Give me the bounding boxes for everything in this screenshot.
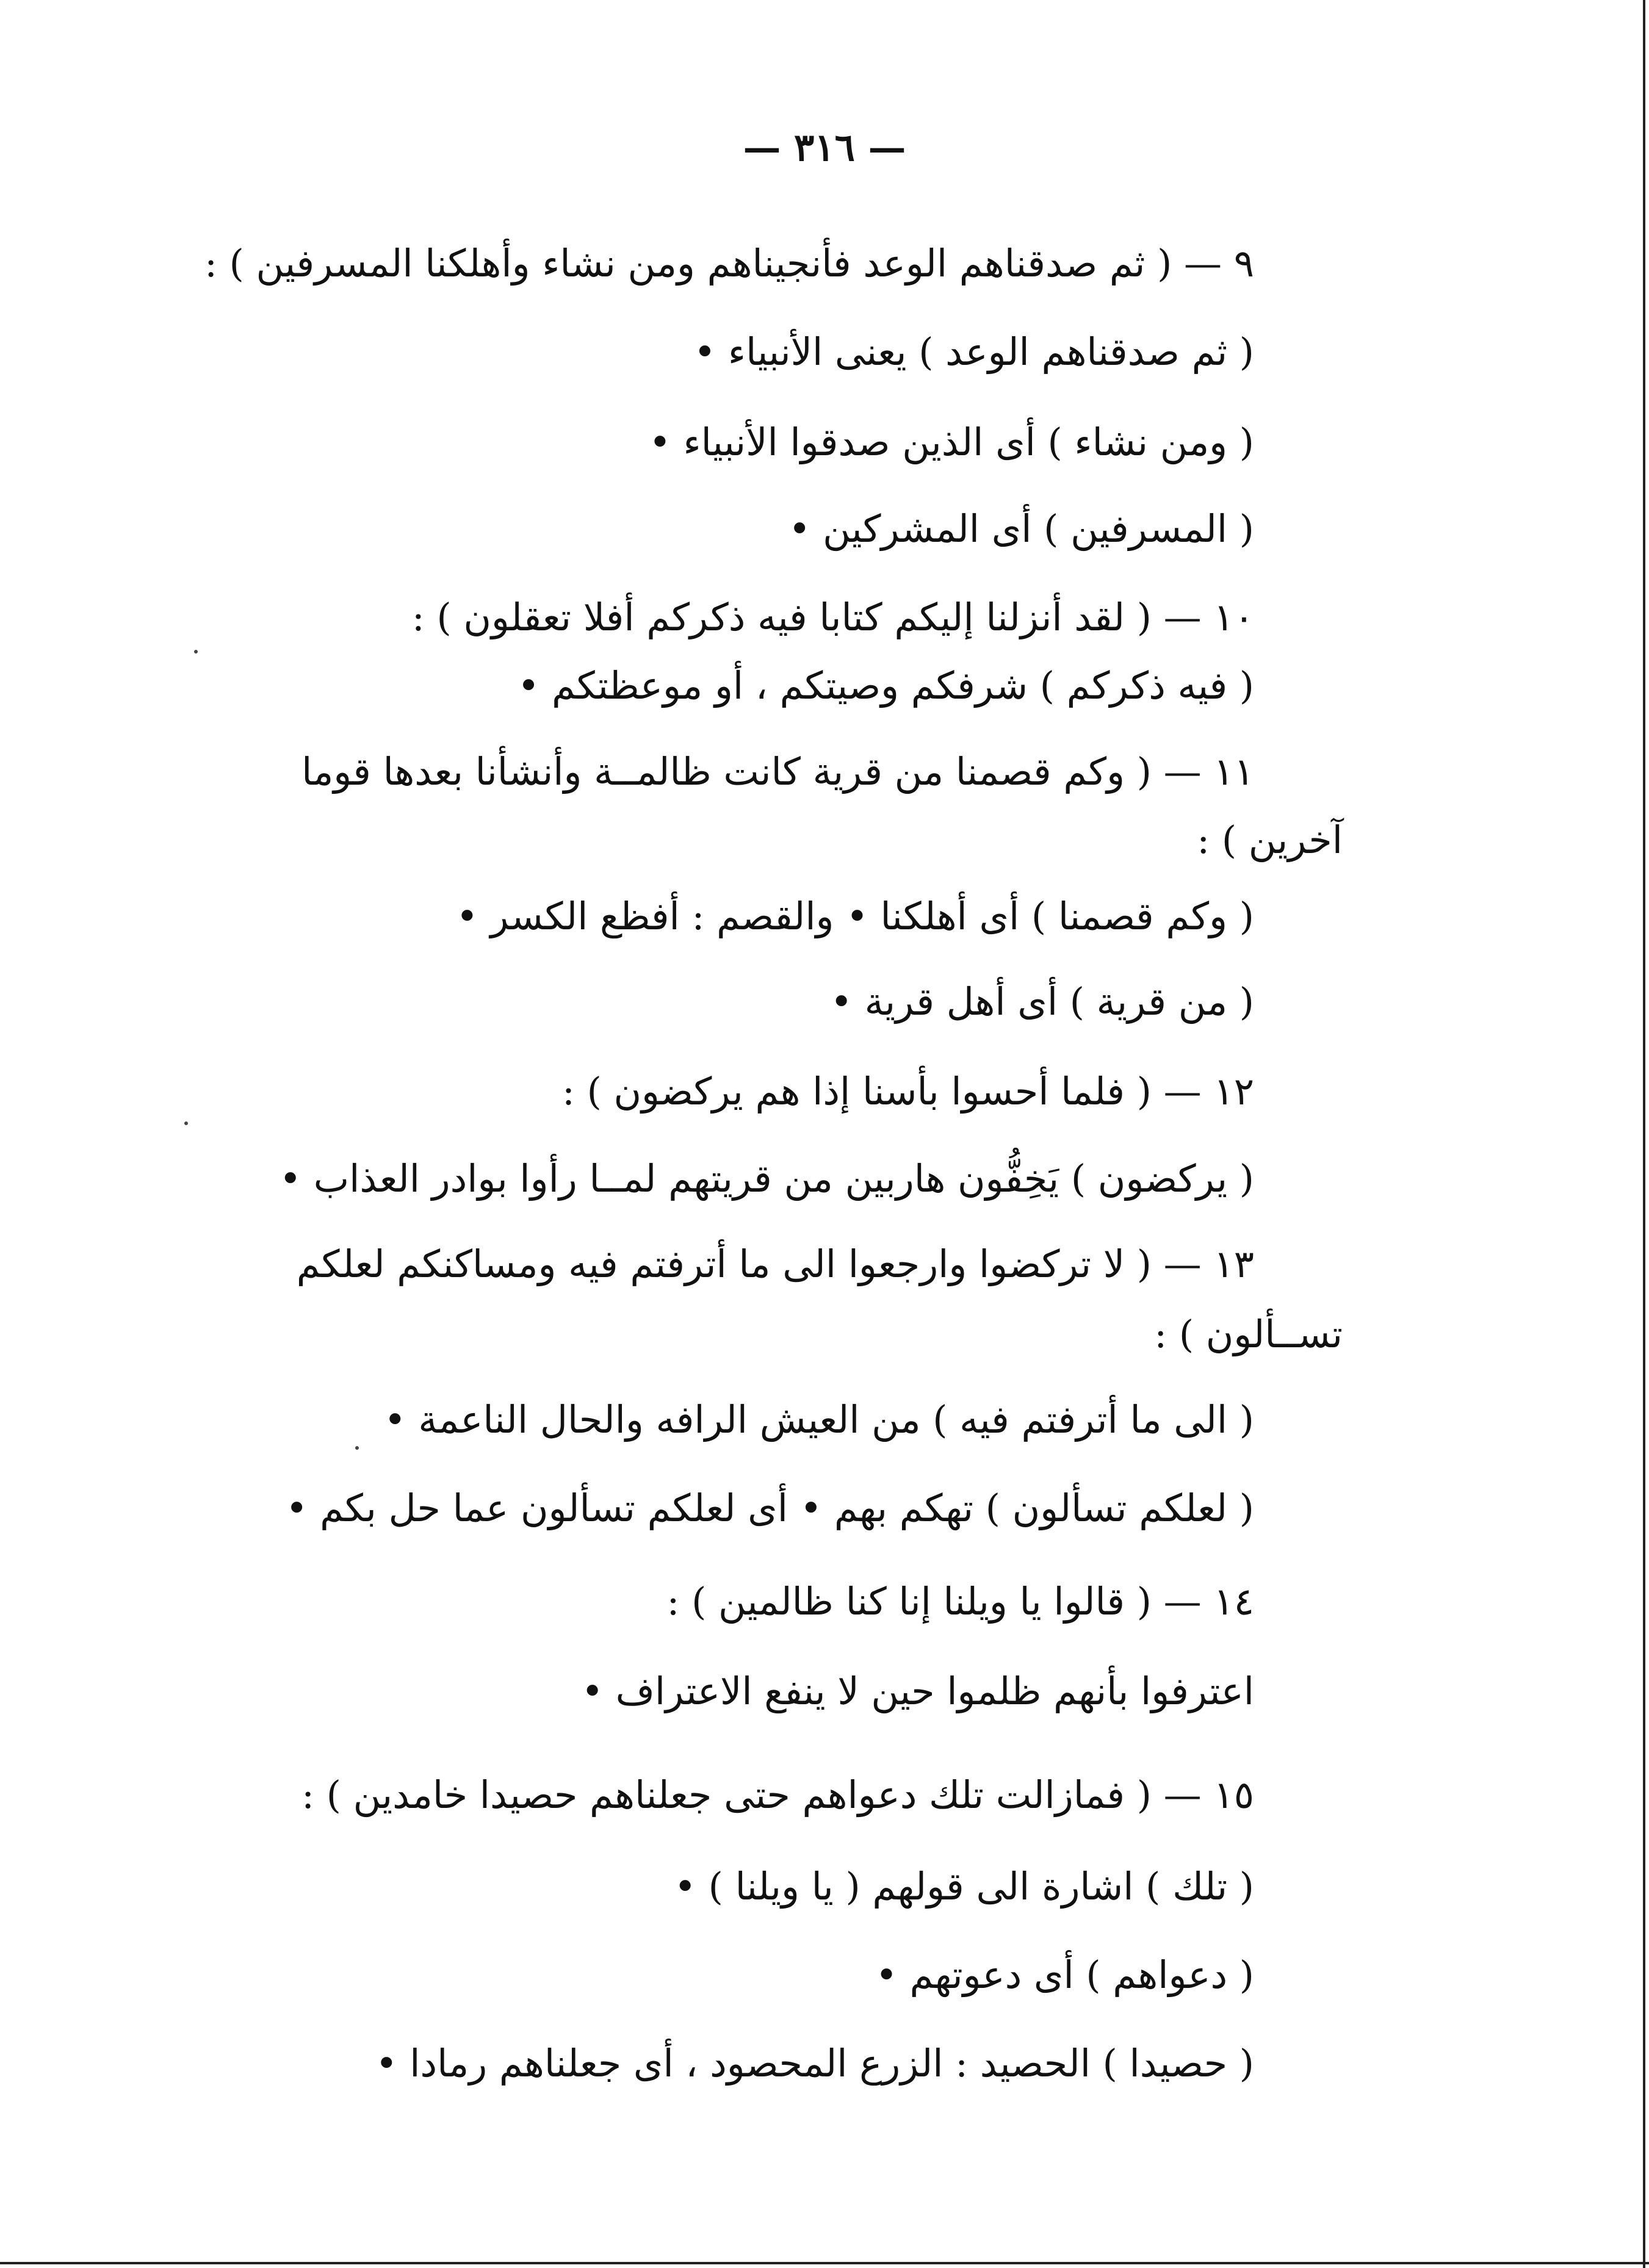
page-bottom-border: [0, 2262, 1649, 2264]
scan-speck: [194, 650, 198, 653]
verse-12: ١٢ — ( فلما أحسوا بأسنا إذا هم يركضون ) :: [562, 1069, 1254, 1114]
verse-11-continuation: آخرين ) :: [1197, 818, 1343, 862]
commentary-line: ( المسرفين ) أى المشركين •: [788, 506, 1254, 551]
verse-13: ١٣ — ( لا تركضوا وارجعوا الى ما أترفتم فيه ومساكنكم لعلكم: [296, 1242, 1254, 1286]
commentary-line: ( من قرية ) أى أهل قرية •: [830, 979, 1254, 1024]
commentary-line: ( لعلكم تسألون ) تهكم بهم • أى لعلكم تسألون عما حل بكم •: [285, 1486, 1254, 1530]
verse-11: ١١ — ( وكم قصمنا من قرية كانت ظالمــة وأنشأنا بعدها قوما: [301, 749, 1254, 794]
page-right-border: [1643, 0, 1645, 2268]
commentary-line: ( فيه ذكركم ) شرفكم وصيتكم ، أو موعظتكم •: [517, 663, 1254, 708]
verse-14: ١٤ — ( قالوا يا ويلنا إنا كنا ظالمين ) :: [666, 1579, 1254, 1624]
commentary-line: ( وكم قصمنا ) أى أهلكنا • والقصم : أفظع الكسر •: [456, 894, 1254, 938]
commentary-line: ( الى ما أترفتم فيه ) من العيش الرافه والحال الناعمة •: [384, 1397, 1254, 1442]
commentary-line: ( تلك ) اشارة الى قولهم ( يا ويلنا ) •: [674, 1864, 1254, 1909]
commentary-line: ( دعواهم ) أى دعوتهم •: [875, 1953, 1254, 1997]
verse-10: ١٠ — ( لقد أنزلنا إليكم كتابا فيه ذكركم أفلا تعقلون ) :: [411, 595, 1254, 639]
commentary-line: اعترفوا بأنهم ظلموا حين لا ينفع الاعتراف •: [581, 1669, 1254, 1713]
verse-9: ٩ — ( ثم صدقناهم الوعد فأنجيناهم ومن نشاء وأهلكنا المسرفين ) :: [204, 241, 1254, 286]
commentary-line: ( ومن نشاء ) أى الذين صدقوا الأنبياء •: [649, 420, 1254, 464]
commentary-line: ( يركضون ) يَخِفُّون هاربين من قريتهم لمــا رأوا بوادر العذاب •: [279, 1156, 1254, 1201]
verse-13-continuation: تســألون ) :: [1154, 1312, 1343, 1356]
page-number: — ٣١٦ —: [743, 125, 906, 170]
commentary-line: ( ثم صدقناهم الوعد ) يعنى الأنبياء •: [693, 329, 1254, 374]
scan-speck: [355, 1446, 359, 1450]
scan-speck: [184, 1121, 188, 1125]
verse-15: ١٥ — ( فمازالت تلك دعواهم حتى جعلناهم حصيدا خامدين ) :: [301, 1773, 1254, 1817]
commentary-line: ( حصيدا ) الحصيد : الزرع المحصود ، أى جعلناهم رمادا •: [375, 2041, 1254, 2086]
